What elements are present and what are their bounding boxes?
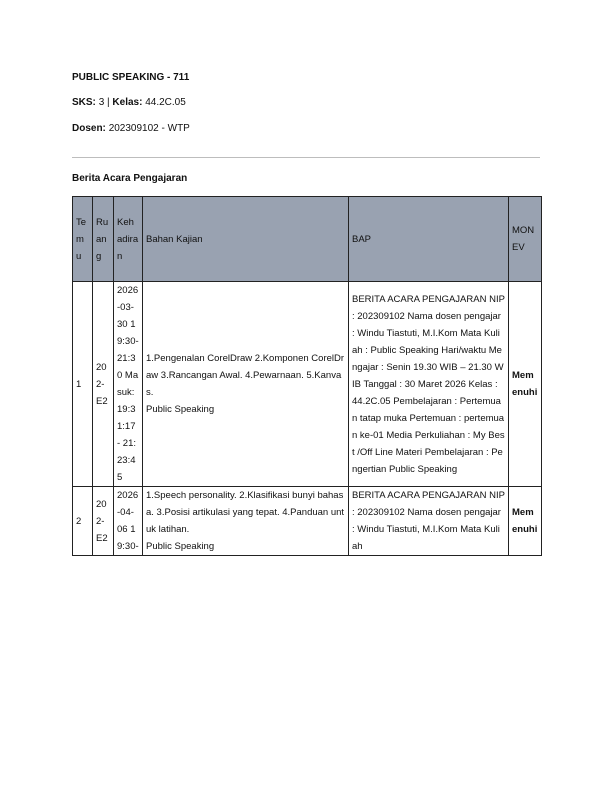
row-kehadiran: 2026-04-06 19:30- <box>114 487 143 556</box>
row-bahan-kajian <box>143 487 349 556</box>
section-title: Berita Acara Pengajaran <box>72 173 188 184</box>
course-title: PUBLIC SPEAKING - 711 <box>72 72 190 83</box>
bahan-kajian-text: 1.Pengenalan CorelDraw 2.Komponen CorelDraw 3.Rancangan Awal. 4.Pewarnaan. 5.Kanvas. <box>146 353 345 398</box>
row-bahan-kajian <box>143 282 349 487</box>
kelas-value: 44.2C.05 <box>145 97 186 108</box>
header-bahan-kajian: Bahan Kajian <box>143 197 349 282</box>
header-monev: MONEV <box>509 197 542 282</box>
header-kehadiran: Kehadiran <box>114 197 143 282</box>
table-row <box>73 282 542 487</box>
dosen-line <box>72 123 190 135</box>
row-ruang: 202-E2 <box>93 487 114 556</box>
row-ruang: 202-E2 <box>93 282 114 487</box>
divider <box>72 157 540 158</box>
row-temu: 1 <box>73 282 93 487</box>
header-temu: Temu <box>73 197 93 282</box>
header-ruang: Ruang <box>93 197 114 282</box>
sks-kelas-line <box>72 97 186 109</box>
row-kehadiran: 2026-03-30 19:30-21:30 Masuk: 19:31:17 - 21:23:45 <box>114 282 143 487</box>
row-monev: Memenuhi <box>509 282 542 487</box>
table-header-row <box>73 197 542 282</box>
bahan-kajian-topic: Public Speaking <box>146 541 215 552</box>
row-bap: BERITA ACARA PENGAJARAN NIP : 202309102 Nama dosen pengajar : Windu Tiastuti, M.I.Kom Mata Kuliah <box>349 487 509 556</box>
separator: | <box>107 97 110 108</box>
bahan-kajian-text: 1.Speech personality. 2.Klasifikasi bunyi bahasa. 3.Posisi artikulasi yang tepat. 4.Panduan untuk latihan. <box>146 490 345 535</box>
row-bap: BERITA ACARA PENGAJARAN NIP : 202309102 Nama dosen pengajar : Windu Tiastuti, M.I.Kom Mata Kuliah : Public Speaking Hari/waktu Mengajar : Senin 19.30 WIB – 21.30 WIB Tanggal : 30 Maret 2026 Kelas : 44.2C.05 Pembelajaran : Pertemuan tatap muka Pertemuan : pertemuan ke-01 Media Perkuliahan : My Best /Off Line Materi Pembelajaran : Pengertian Public Speaking <box>349 282 509 487</box>
row-temu: 2 <box>73 487 93 556</box>
table-row <box>73 487 542 556</box>
row-monev: Memenuhi <box>509 487 542 556</box>
header-bap: BAP <box>349 197 509 282</box>
dosen-value: 202309102 - WTP <box>108 123 190 134</box>
bahan-kajian-topic: Public Speaking <box>146 404 215 415</box>
bap-table <box>72 196 542 556</box>
sks-value: 3 <box>98 97 105 108</box>
dosen-label: Dosen: <box>72 123 106 134</box>
sks-label: SKS: <box>72 97 96 108</box>
kelas-label: Kelas: <box>112 97 143 108</box>
